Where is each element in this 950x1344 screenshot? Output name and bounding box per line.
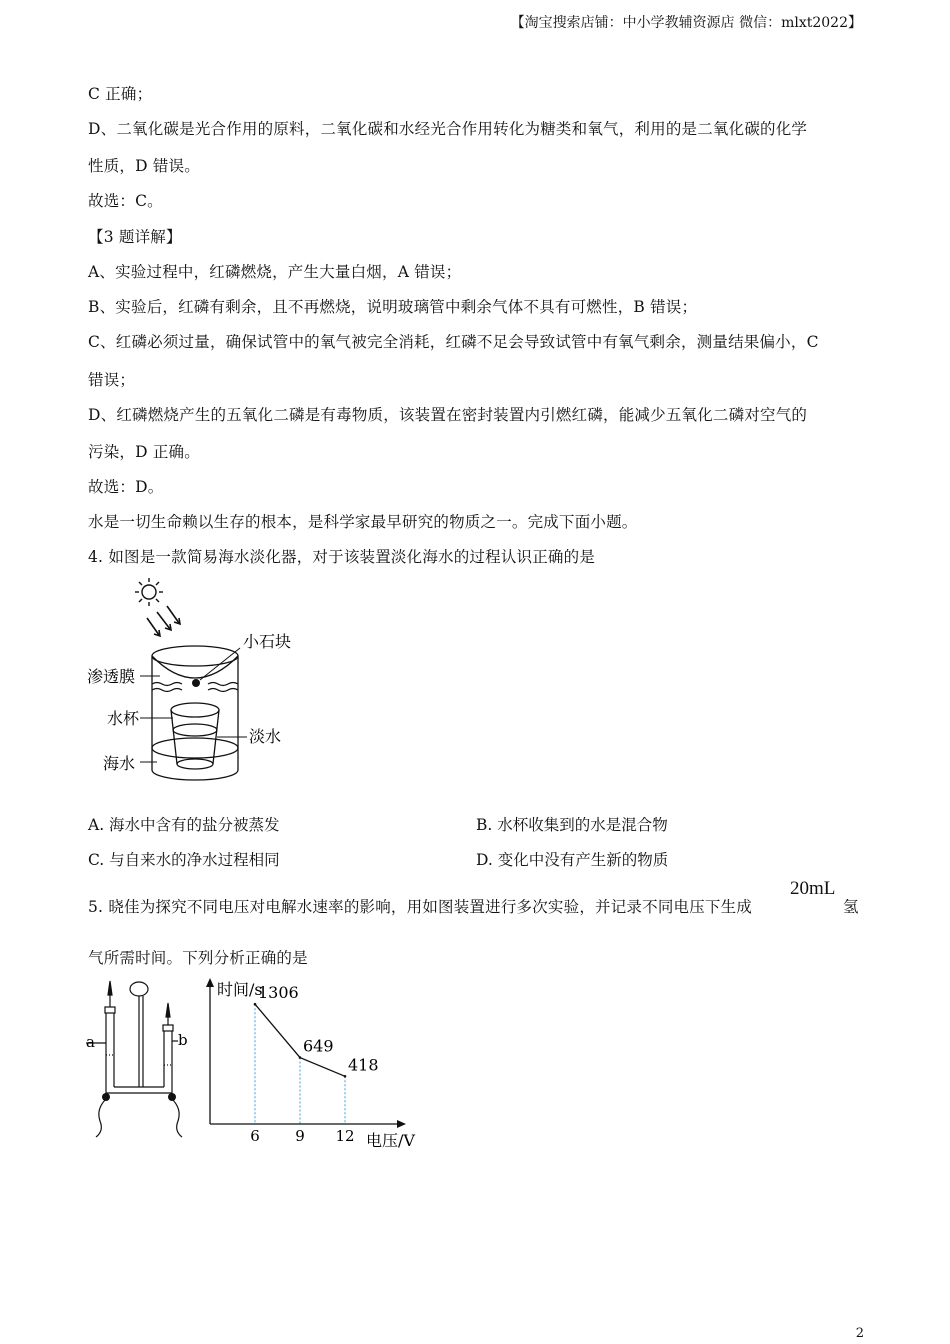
text-line: 错误； (88, 371, 136, 389)
electrode-label-a: a (86, 1033, 95, 1051)
desalinator-figure (85, 572, 315, 792)
sunlight-arrows (147, 606, 180, 636)
electrode-label-b: b (178, 1031, 188, 1049)
small-stone (192, 679, 200, 687)
question-5-stem: 5. 晓佳为探究不同电压对电解水速率的影响，用如图装置进行多次实验，并记录不同电压下生成 (88, 898, 753, 916)
text-line: D、二氧化碳是光合作用的原料，二氧化碳和水经光合作用转化为糖类和氧气，利用的是二氧化碳的化学 (88, 120, 808, 138)
text-line: 污染，D 正确。 (88, 443, 200, 461)
page-number: 2 (855, 1326, 864, 1341)
x-tick-label: 6 (250, 1127, 260, 1145)
question-4-stem: 4. 如图是一款简易海水淡化器，对于该装置淡化海水的过程认识正确的是 (88, 548, 596, 566)
x-tick-label: 9 (295, 1127, 305, 1145)
text-line: B、实验后，红磷有剩余，且不再燃烧，说明玻璃管中剩余气体不具有可燃性，B 错误； (88, 298, 698, 316)
data-point (254, 1003, 257, 1006)
text-line: A、实验过程中，红磷燃烧，产生大量白烟，A 错误； (88, 263, 462, 281)
volume-unit: 20mL (790, 878, 836, 899)
question-5-stem-line2: 气所需时间。下列分析正确的是 (88, 949, 308, 967)
data-point (299, 1056, 302, 1059)
voltage-time-chart (200, 976, 430, 1156)
option-c: C. 与自来水的净水过程相同 (88, 851, 280, 869)
option-d: D. 变化中没有产生新的物质 (476, 851, 669, 869)
label-sea-water: 海水 (103, 754, 136, 773)
option-a: A. 海水中含有的盐分被蒸发 (88, 816, 280, 834)
data-point (344, 1075, 347, 1078)
data-label: 1306 (258, 983, 299, 1003)
text-line: D、红磷燃烧产生的五氧化二磷是有毒物质，该装置在密封装置内引燃红磷，能减少五氧化二磷对空气的 (88, 406, 808, 424)
x-tick-label: 12 (335, 1127, 355, 1145)
data-label: 418 (348, 1055, 379, 1075)
text-line: 【3 题详解】 (88, 228, 182, 246)
label-small-stone: 小石块 (243, 632, 292, 651)
text-line: 性质，D 错误。 (88, 157, 200, 175)
x-axis (210, 1120, 406, 1128)
label-cup: 水杯 (107, 709, 140, 728)
x-axis-label: 电压/V (366, 1131, 415, 1150)
water-cup (171, 703, 219, 769)
text-line: C 正确； (88, 85, 153, 103)
label-fresh-water: 淡水 (249, 727, 282, 746)
text-line: 水是一切生命赖以生存的根本，是科学家最早研究的物质之一。完成下面小题。 (88, 513, 638, 531)
page-header: 【淘宝搜索店铺：中小学教辅资源店 微信：mlxt2022】 (510, 15, 862, 31)
outer-container (152, 646, 238, 780)
label-membrane: 渗透膜 (87, 667, 136, 686)
text-line: 故选：D。 (88, 478, 164, 496)
question-5-stem-end: 氢 (843, 898, 859, 916)
option-b: B. 水杯收集到的水是混合物 (476, 816, 668, 834)
text-line: C、红磷必须过量，确保试管中的氧气被完全消耗，红磷不足会导致试管中有氧气剩余，测量结果偏小，C (88, 333, 819, 351)
text-line: 故选：C。 (88, 192, 163, 210)
electrolysis-apparatus (84, 975, 196, 1140)
sun-icon (135, 578, 163, 606)
y-axis-label: 时间/s (217, 980, 263, 999)
data-label: 649 (303, 1036, 334, 1056)
y-axis (206, 978, 214, 1124)
